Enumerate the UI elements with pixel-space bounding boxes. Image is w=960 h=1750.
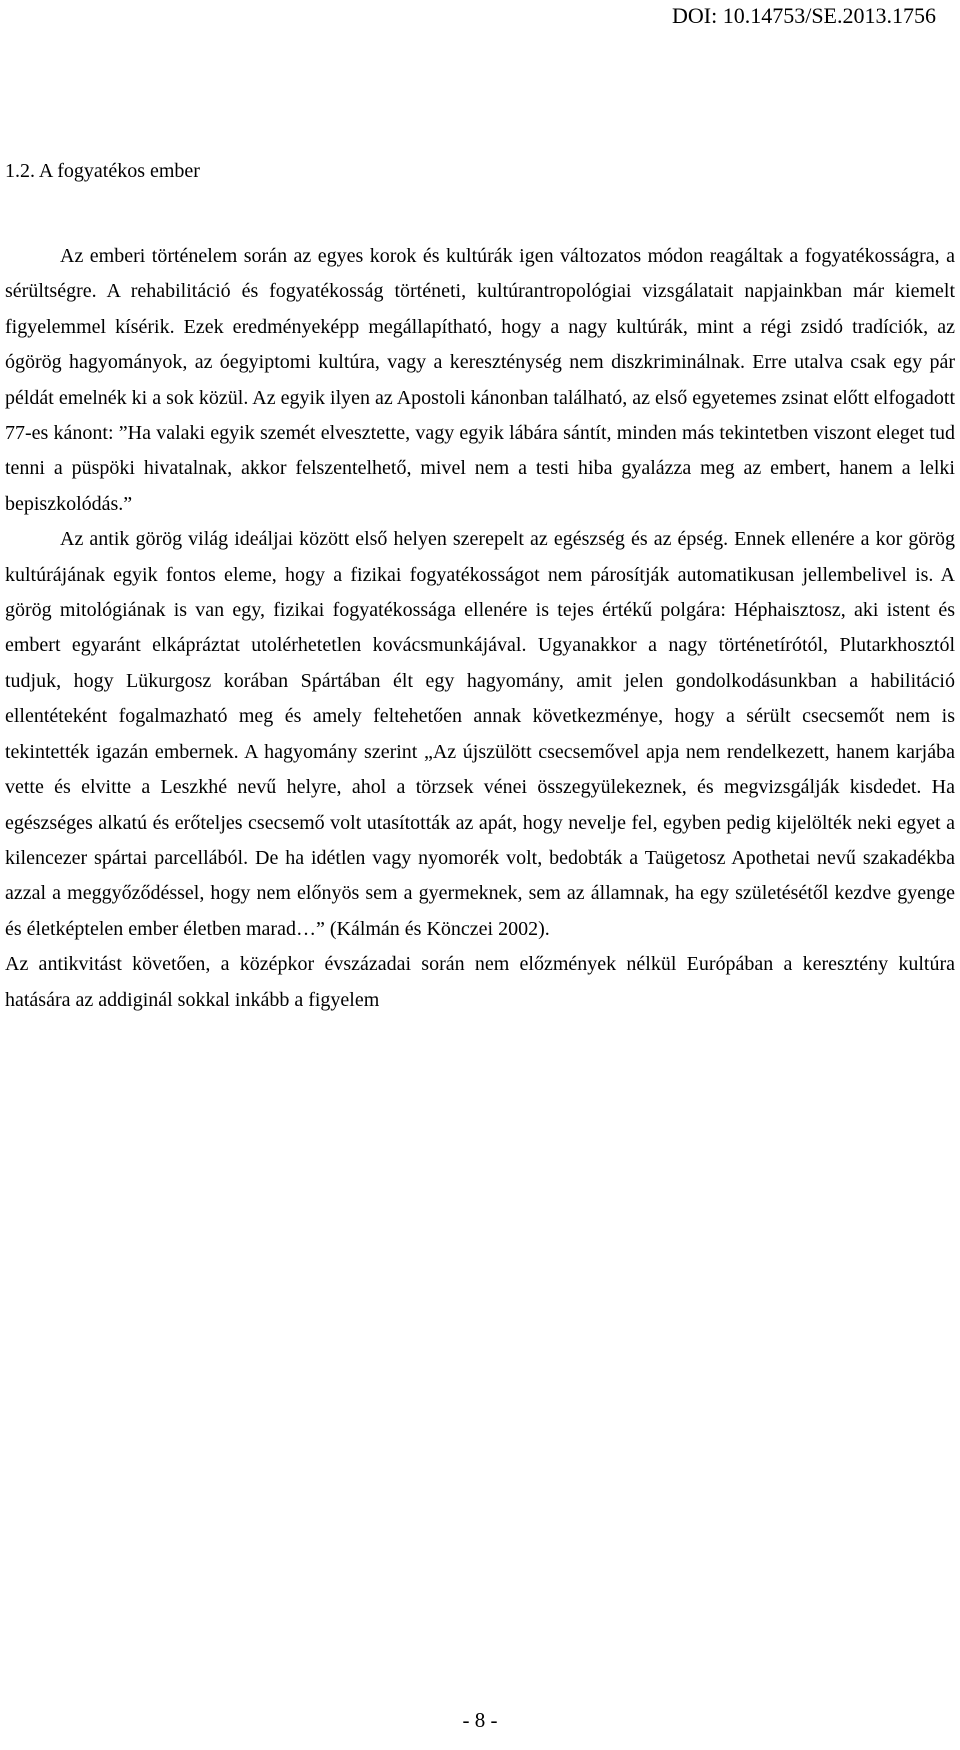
page-number: - 8 - [462,1708,498,1732]
section-heading: 1.2. A fogyatékos ember [5,160,200,182]
doi-header: DOI: 10.14753/SE.2013.1756 [672,3,936,28]
paragraph-3: Az antikvitást követően, a középkor évszázadai során nem előzmények nélkül Európában a keresztény kultúra hatására az addiginál sokkal inkább a figyelem [5,953,955,1011]
body-text [5,239,955,1018]
paragraph-1: Az emberi történelem során az egyes korok és kultúrák igen változatos módon reagáltak a fogyatékosságra, a sérültségre. A rehabilitáció és fogyatékosság történeti, kultúrantropológiai vizsgálatait napjainkban már kiemelt figyelemmel kísérik. Ezek eredményeképp megállapítható, hogy a nagy kultúrák, mint a régi zsidó tradíciók, az ógörög hagyományok, az óegyiptomi kultúra, vagy a kereszténység nem diszkriminálnak. Erre utalva csak egy pár példát emelnék ki a sok közül. Az egyik ilyen az Apostoli kánonban található, az első egyetemes zsinat előtt elfogadott 77-es kánont: ”Ha valaki egyik szemét elvesztette, vagy egyik lábára sántít, minden más tekintetben viszont eleget tud tenni a püspöki hivatalnak, akkor felszentelhető, mivel nem a testi hiba gyalázza meg az embert, hanem a lelki bepiszkolódás.” [5,245,955,515]
paragraph-2: Az antik görög világ ideáljai között első helyen szerepelt az egészség és az épség. Ennek ellenére a kor görög kultúrájának egyik fontos eleme, hogy a fizikai fogyatékosságot nem párosítják automatikusan jellembelivel is. A görög mitológiának is van egy, fizikai fogyatékossága ellenére is tejes értékű polgára: Héphaisztosz, aki istent és embert egyaránt elkápráztat utolérhetetlen kovácsmunkájával. Ugyanakkor a nagy történetírótól, Plutarkhosztól tudjuk, hogy Lükurgosz korában Spártában élt egy hagyomány, amit jelen gondolkodásunkban a habilitáció ellentéteként fogalmazható meg és amely feltehetően annak következménye, hogy a sérült csecsemőt nem is tekintették igazán embernek. A hagyomány szerint „Az újszülött csecsemővel apja nem rendelkezett, hanem karjába vette és elvitte a Leszkhé nevű helyre, ahol a törzsek vénei összegyülekeznek, és megvizsgálják kisdedet. Ha egészséges alkatú és erőteljes csecsemő volt utasították az apát, hogy nevelje fel, egyben pedig kijelölték neki egyet a kilencezer spártai parcellából. De ha idétlen vagy nyomorék volt, bedobták a Taügetosz Apothetai nevű szakadékba azzal a meggyőződéssel, hogy nem előnyös sem a gyermeknek, sem az államnak, ha egy születésétől kezdve gyenge és életképtelen ember életben marad…” (Kálmán és Könczei 2002). [5,528,955,940]
